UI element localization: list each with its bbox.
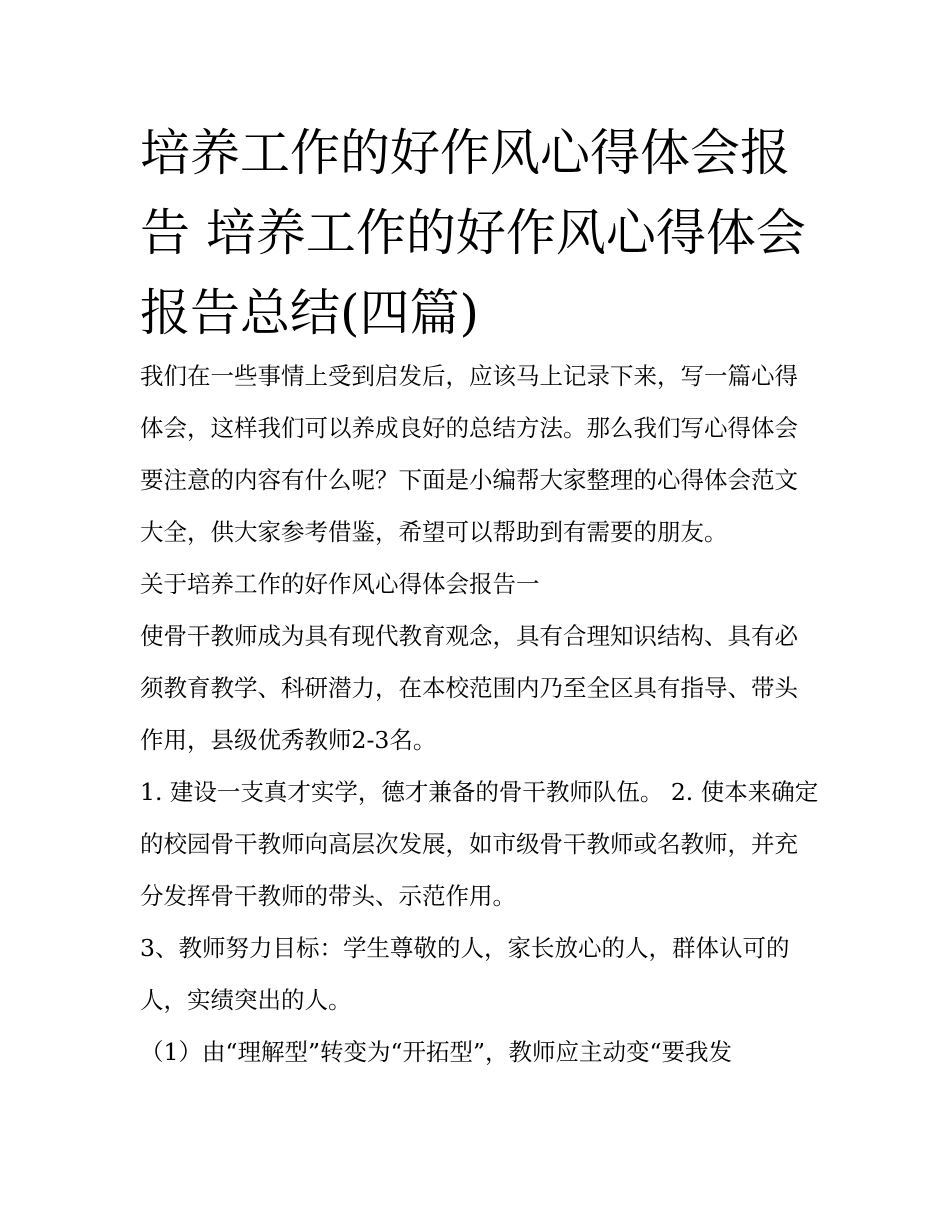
goal-paragraph: 使骨干教师成为具有现代教育观念，具有合理知识结构、具有必须教育教学、科研潜力，在本校范围内乃至全区具有指导、带头作用，县级优秀教师2-3名。	[140, 622, 798, 754]
sub-item-1: （1）由“理解型”转变为“开拓型”，教师应主动变“要我发	[140, 1038, 733, 1066]
intro-paragraph: 我们在一些事情上受到启发后，应该马上记录下来，写一篇心得体会，这样我们可以养成良好的总结方法。那么我们写心得体会要注意的内容有什么呢？下面是小编帮大家整理的心得体会范文大全，供大家参考借鉴，希望可以帮助到有需要的朋友。	[140, 362, 798, 546]
list-item-1-2: 1. 建设一支真才实学，德才兼备的骨干教师队伍。 2. 使本来确定的校园骨干教师向高层次发展，如市级骨干教师或名教师，并充分发挥骨干教师的带头、示范作用。	[140, 778, 819, 910]
document-title: 培养工作的好作风心得体会报告 培养工作的好作风心得体会报告总结(四篇)	[140, 124, 806, 342]
document-body	[140, 350, 820, 1078]
section-heading: 关于培养工作的好作风心得体会报告一	[140, 570, 540, 598]
list-item-3: 3、教师努力目标：学生尊敬的人，家长放心的人，群体认可的人，实绩突出的人。	[140, 934, 790, 1014]
